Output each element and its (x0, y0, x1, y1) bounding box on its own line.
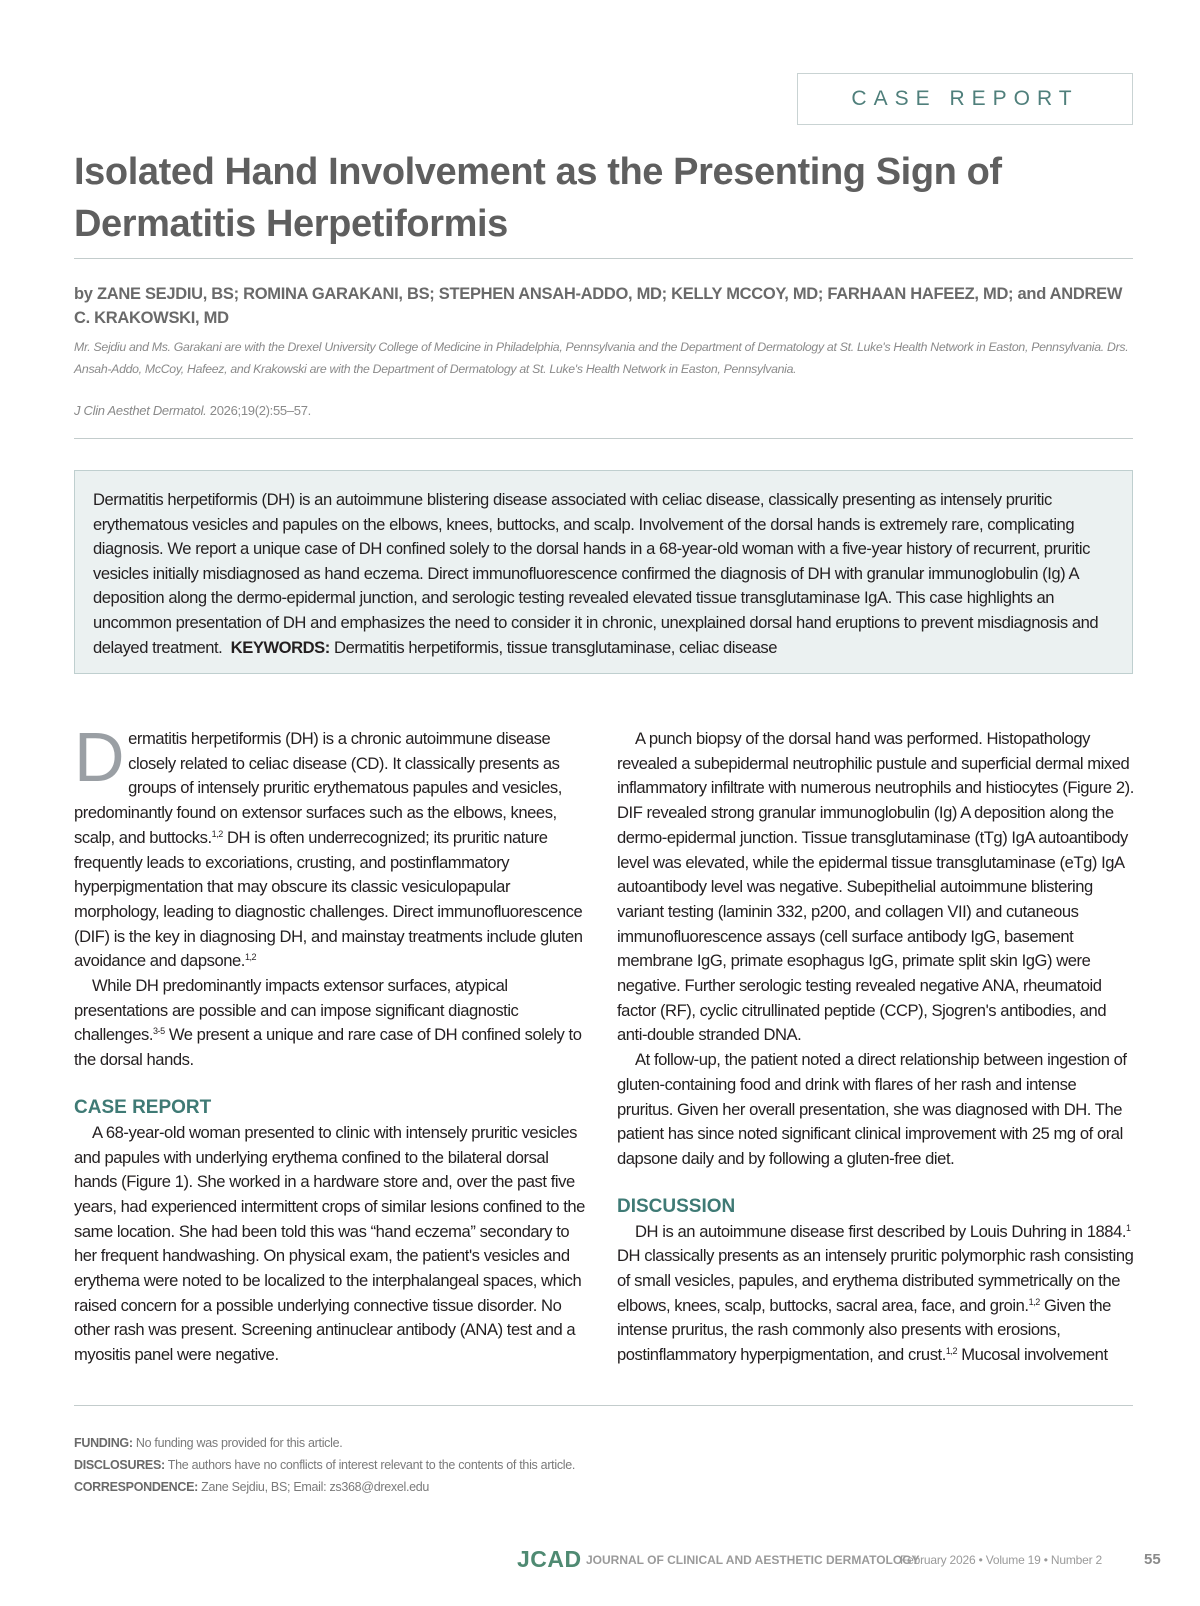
disclosures-label: DISCLOSURES: (74, 1458, 165, 1472)
journal-name: JOURNAL OF CLINICAL AND AESTHETIC DERMATOLOGY (586, 1553, 920, 1567)
disc-text-d: Mucosal involvement (957, 1345, 1108, 1365)
abstract-box (74, 470, 1133, 674)
title-divider (74, 258, 1133, 259)
footnotes (74, 1432, 1133, 1498)
reference-superscript: 1,2 (211, 828, 223, 839)
left-column (74, 718, 592, 1368)
reference-superscript: 1,2 (945, 1346, 958, 1357)
funding-note (74, 1432, 1133, 1454)
keywords-label: KEYWORDS: (230, 637, 330, 657)
citation-journal: J Clin Aesthet Dermatol. (74, 403, 207, 418)
abstract-paragraph (93, 488, 1114, 660)
citation (74, 401, 311, 421)
reference-superscript: 1,2 (1028, 1296, 1040, 1307)
reference-superscript: 3-5 (153, 1026, 165, 1037)
section-label-box (797, 73, 1133, 125)
author-list: by ZANE SEJDIU, BS; ROMINA GARAKANI, BS; STEPHEN ANSAH-ADDO, MD; KELLY MCCOY, MD; FARHAAN HAFEEZ, MD; and ANDREW C. KRAKOWSKI, MD (74, 285, 1123, 327)
correspondence-label: CORRESPONDENCE: (74, 1480, 198, 1494)
disclosures-note (74, 1454, 1133, 1476)
biopsy-paragraph: A punch biopsy of the dorsal hand was performed. Histopathology revealed a subepidermal neutrophilic pustule and superficial dermal mixed inflammatory infiltrate with numerous neutrophils and histiocytes (Figure 2). DIF revealed strong granular immunoglobulin (Ig) A deposition along the dermo-epidermal junction. Tissue transglutaminase (tTg) IgA autoantibody level was elevated, while the epidermal tissue transglutaminase (eTg) IgA autoantibody level was negative. Subepithelial autoimmune blistering variant testing (laminin 332, p200, and collagen VII) and cutaneous immunofluorescence assays (cell surface antibody IgG, basement membrane IgG, primate esophagus IgG, primate split skin IgG) were negative. Further serologic testing revealed negative ANA, rheumatoid factor (RF), cyclic citrullinated peptide (CCP), Sjogren's antibodies, and anti-double stranded DNA. (617, 729, 1134, 1045)
discussion-heading: DISCUSSION (617, 1195, 736, 1217)
disc-text-a: DH is an autoimmune disease first described by Louis Duhring in 1884. (635, 1221, 1127, 1241)
intro-paragraph-2 (74, 974, 592, 1073)
case-paragraph-1: A 68-year-old woman presented to clinic with intensely pruritic vesicles and papules with underlying erythema confined to the bilateral dorsal hands (Figure 1). She worked in a hardware store and, over the past five years, had experienced intermittent crops of similar lesions confined to the same location. She had been told this was “hand eczema” secondary to her frequent handwashing. On physical exam, the patient's vesicles and erythema were noted to be localized to the interphalangeal spaces, which raised concern for a possible underlying connective tissue disorder. No other rash was present. Screening antinuclear antibody (ANA) test and a myositis panel were negative. (74, 1122, 585, 1365)
citation-details: 2026;19(2):55–57. (206, 403, 311, 418)
followup-paragraph: At follow-up, the patient noted a direct relationship between ingestion of gluten-containing food and drink with flares of her rash and intense pruritus. Given her overall presentation, she was diagnosed with DH. The patient has since noted significant clinical improvement with 25 mg of oral dapsone daily and by following a gluten-free diet. (617, 1050, 1127, 1168)
intro-p2-text: While DH predominantly impacts extensor surfaces, atypical presentations are possible and can impose significant diagnostic challenges. (74, 976, 519, 1045)
author-affiliations: Mr. Sejdiu and Ms. Garakani are with the Drexel University College of Medicine in Philadelphia, Pennsylvania and the Department of Dermatology at St. Luke's Health Network in Easton, Pennsylvania. Drs. Ansah-Addo, McCoy, Hafeez, and Krakowski are with the Department of Dermatology at St. Luke's Health Network in Easton, Pennsylvania. (74, 340, 1129, 376)
reference-superscript: 1 (1126, 1222, 1131, 1233)
article-title: Isolated Hand Involvement as the Presenting Sign of Dermatitis Herpetiformis (74, 151, 1002, 245)
reference-superscript: 1,2 (244, 952, 257, 963)
section-label: CASE REPORT (851, 87, 1079, 110)
funding-label: FUNDING: (74, 1436, 133, 1450)
intro-p2-text-b: We present a unique and rare case of DH confined solely to the dorsal hands. (74, 1025, 582, 1070)
issue-info: February 2026 • Volume 19 • Number 2 (900, 1553, 1102, 1567)
correspondence-note (74, 1476, 1133, 1498)
case-report-heading: CASE REPORT (74, 1096, 212, 1118)
intro-p1-text-b: DH is often underrecognized; its pruritic nature frequently leads to excoriations, crusting, and postinflammatory hyperpigmentation that may obscure its classic vesiculopapular morphology, leading to diagnostic challenges. Direct immunofluorescence (DIF) is the key in diagnosing DH, and mainstay treatments include gluten avoidance and dapsone. (74, 827, 583, 971)
disclosures-text: The authors have no conflicts of interest relevant to the contents of this article. (164, 1458, 576, 1472)
intro-paragraph-1 (74, 718, 592, 974)
discussion-paragraph-1 (617, 1220, 1135, 1368)
page-footer (0, 1546, 1200, 1576)
keywords-text: Dermatitis herpetiformis, tissue transglutaminase, celiac disease (334, 637, 777, 657)
header-divider (74, 438, 1133, 439)
funding-text: No funding was provided for this article. (132, 1436, 343, 1450)
drop-cap: D (74, 718, 125, 796)
page-number: 55 (1144, 1551, 1161, 1568)
correspondence-text: Zane Sejdiu, BS; Email: zs368@drexel.edu (198, 1480, 430, 1494)
intro-p1-text: ermatitis herpetiformis (DH) is a chronic autoimmune disease closely related to celiac disease (CD). It classically presents as groups of intensely pruritic erythematous papules and vesicles, predominantly found on extensor surfaces such as the elbows, knees, scalp, and buttocks. (74, 729, 562, 847)
right-column (617, 727, 1135, 1368)
footnote-divider (74, 1405, 1133, 1406)
journal-logo: JCAD (517, 1546, 582, 1572)
abstract-text: Dermatitis herpetiformis (DH) is an autoimmune blistering disease associated with celiac disease, classically presenting as intensely pruritic erythematous vesicles and papules on the elbows, knees, buttocks, and scalp. Involvement of the dorsal hands is extremely rare, complicating diagnosis. We report a unique case of DH confined solely to the dorsal hands in a 68-year-old woman with a five-year history of recurrent, pruritic vesicles initially misdiagnosed as hand eczema. Direct immunofluorescence confirmed the diagnosis of DH with granular immunoglobulin (Ig) A deposition along the dermo-epidermal junction, and serologic testing revealed elevated tissue transglutaminase IgA. This case highlights an uncommon presentation of DH and emphasizes the need to consider it in chronic, unexplained dorsal hand eruptions to prevent misdiagnosis and delayed treatment. (93, 490, 1099, 657)
disc-text-c: Given the intense pruritus, the rash commonly also presents with erosions, postinflammatory hyperpigmentation, and crust. (617, 1295, 1111, 1365)
disc-text-b: DH classically presents as an intensely pruritic polymorphic rash consisting of small vesicles, papules, and erythema distributed symmetrically on the elbows, knees, scalp, buttocks, sacral area, face, and groin. (617, 1246, 1134, 1315)
